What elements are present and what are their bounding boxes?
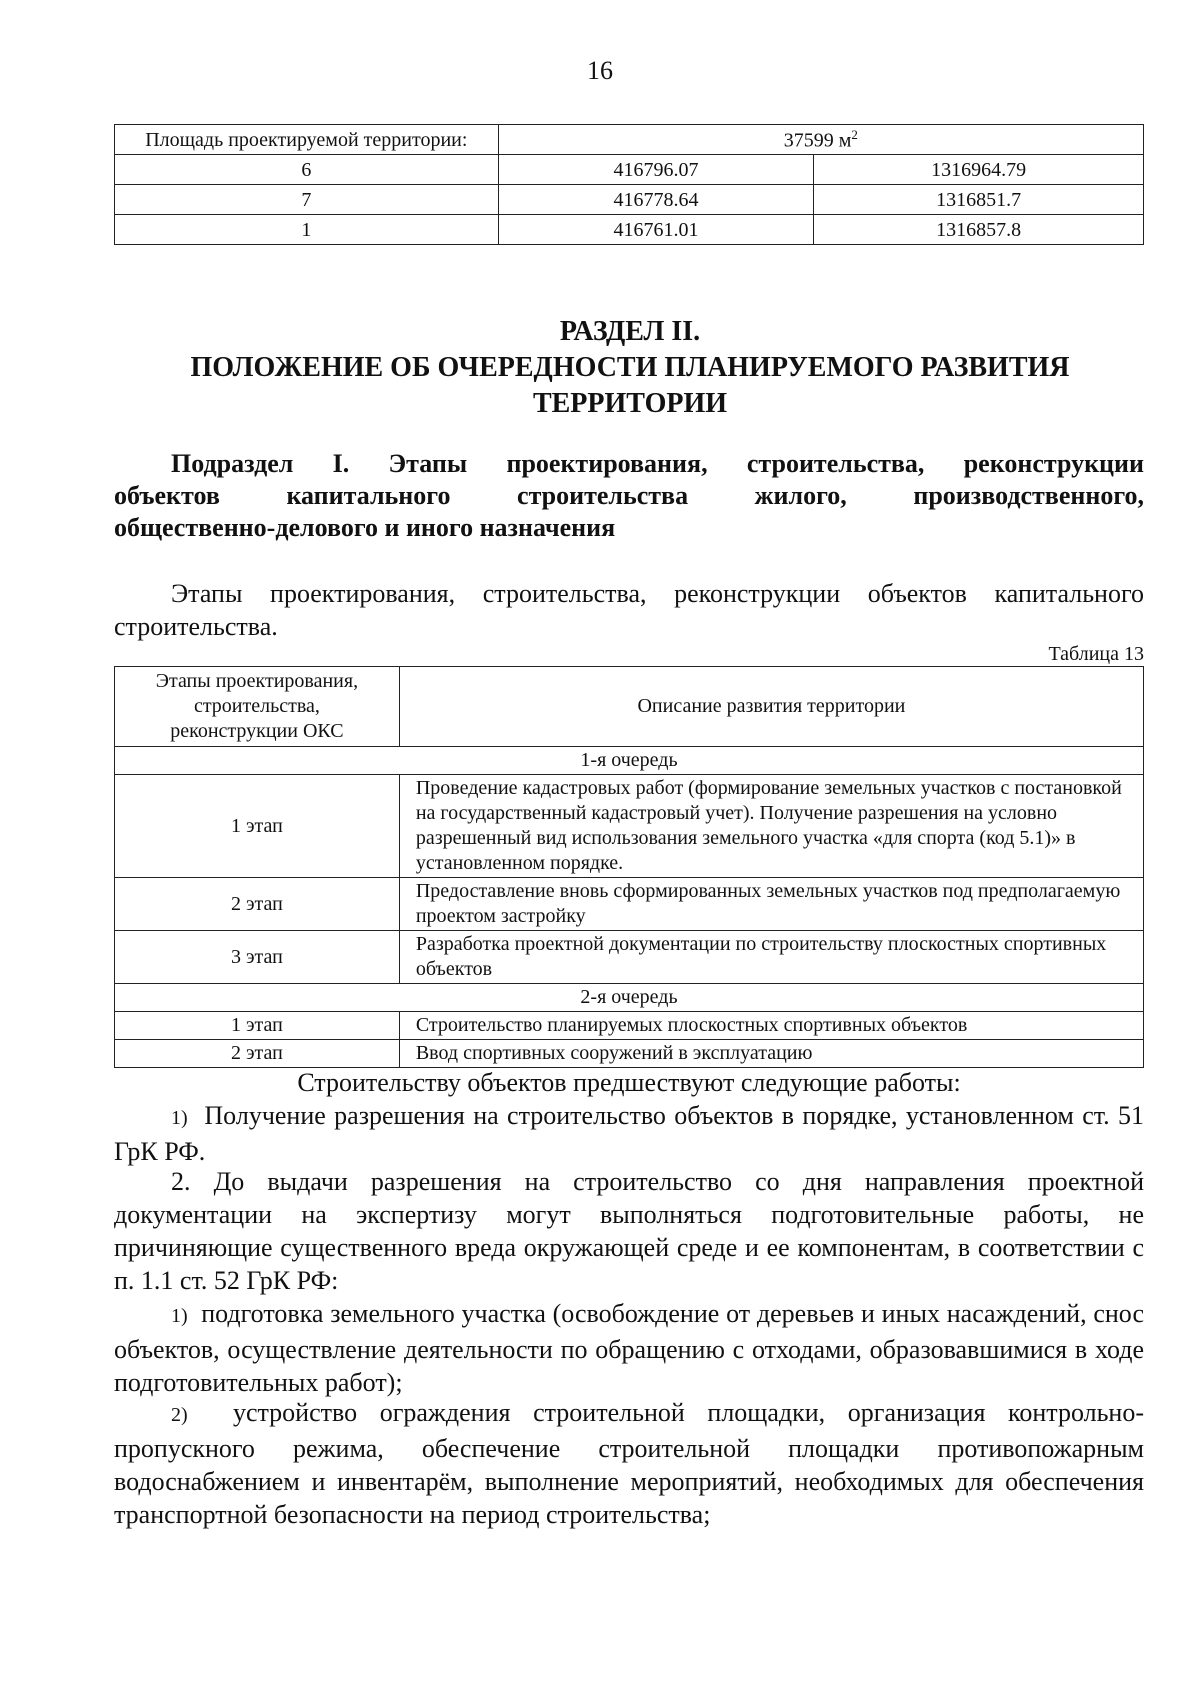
point-number: 6 (115, 155, 499, 185)
section-title-line1: РАЗДЕЛ II. (559, 316, 701, 347)
point-number: 1 (115, 215, 499, 245)
stage-cell: 2 этап (115, 1040, 400, 1068)
table-row (115, 878, 1144, 931)
queue-row (115, 747, 1144, 775)
subsection-line1: Подраздел I. Этапы проектирования, строительства, реконструкции (171, 449, 1144, 478)
preceding-works-heading: Строительству объектов предшествуют следующие работы: (297, 1068, 961, 1097)
subsection-line3: общественно-делового и иного назначения (114, 513, 616, 542)
coord-x: 416761.01 (498, 215, 814, 245)
table-caption: Таблица 13 (1048, 643, 1144, 665)
coord-y: 1316964.79 (814, 155, 1144, 185)
table-row (115, 1040, 1144, 1068)
list-text: устройство ограждения строительной площадки, организация контрольно-пропускного режима, обеспечение строительной площадки противопожарным водоснабжением и инвентарём, выполнение мероприятий, необходимых для обеспечения транспортной безопасности на период строительства; (114, 1398, 1145, 1529)
point-number: 7 (115, 185, 499, 215)
stage-cell: 3 этап (115, 931, 400, 984)
list-item-1 (114, 1099, 1144, 1168)
table-header-row (115, 667, 1144, 747)
table-row (115, 1012, 1144, 1040)
subsection-heading (114, 448, 1144, 544)
intro-paragraph: Этапы проектирования, строительства, реконструкции объектов капитального строительства. (114, 579, 1144, 641)
stages-table (114, 666, 1144, 1068)
queue-1-label: 1-я очередь (115, 747, 1144, 775)
area-row (115, 125, 1144, 155)
section-title-line2: ПОЛОЖЕНИЕ ОБ ОЧЕРЕДНОСТИ ПЛАНИРУЕМОГО РАЗВИТИЯ (190, 352, 1070, 383)
queue-2-label: 2-я очередь (115, 984, 1144, 1012)
description-cell: Ввод спортивных сооружений в эксплуатацию (399, 1040, 1143, 1068)
description-cell: Строительство планируемых плоскостных спортивных объектов (399, 1012, 1143, 1040)
stage-cell: 1 этап (115, 1012, 400, 1040)
header-stages: Этапы проектирования, строительства, реконструкции ОКС (115, 667, 400, 747)
table-row (115, 215, 1144, 245)
list-text: Получение разрешения на строительство объектов в порядке, установленном ст. 51 ГрК РФ. (114, 1101, 1145, 1166)
queue-row (115, 984, 1144, 1012)
coord-y: 1316857.8 (814, 215, 1144, 245)
list-number: 1) (171, 1305, 188, 1327)
table-row (115, 931, 1144, 984)
area-label: Площадь проектируемой территории: (115, 125, 499, 155)
coord-x: 416778.64 (498, 185, 814, 215)
list-number: 2) (171, 1404, 188, 1426)
stage-cell: 1 этап (115, 775, 400, 878)
coord-x: 416796.07 (498, 155, 814, 185)
stage-cell: 2 этап (115, 878, 400, 931)
list-text: подготовка земельного участка (освобождение от деревьев и иных насаждений, снос объектов, осуществление деятельности по обращению с отходами, образовавшимися в ходе подготовительных работ); (114, 1299, 1144, 1397)
table-row (115, 155, 1144, 185)
header-description: Описание развития территории (399, 667, 1143, 747)
page-number: 16 (587, 56, 613, 85)
area-value: 37599 $м^2$ (498, 125, 1143, 155)
list-number: 1) (171, 1107, 188, 1129)
sub-item-1 (114, 1297, 1144, 1399)
description-cell: Проведение кадастровых работ (формирование земельных участков с постановкой на государственный кадастровый учет). Получение разрешения на условно разрешенный вид использования земельного участка «для спорта (код 5.1)» в установленном порядке. (399, 775, 1143, 878)
coord-y: 1316851.7 (814, 185, 1144, 215)
description-cell: Разработка проектной документации по строительству плоскостных спортивных объектов (399, 931, 1143, 984)
sub-item-2 (114, 1396, 1144, 1531)
coordinates-table (114, 124, 1144, 245)
list-item-2: 2. До выдачи разрешения на строительство со дня направления проектной документации на экспертизу могут выполняться подготовительные работы, не причиняющие существенного вреда окружающей среде и ее компонентам, в соответствии с п. 1.1 ст. 52 ГрК РФ: (114, 1167, 1144, 1295)
description-cell: Предоставление вновь сформированных земельных участков под предполагаемую проектом застройку (399, 878, 1143, 931)
table-row (115, 775, 1144, 878)
section-title-line3: ТЕРРИТОРИИ (532, 388, 728, 419)
table-row (115, 185, 1144, 215)
subsection-line2: объектов капитального строительства жилого, производственного, (114, 481, 1144, 510)
